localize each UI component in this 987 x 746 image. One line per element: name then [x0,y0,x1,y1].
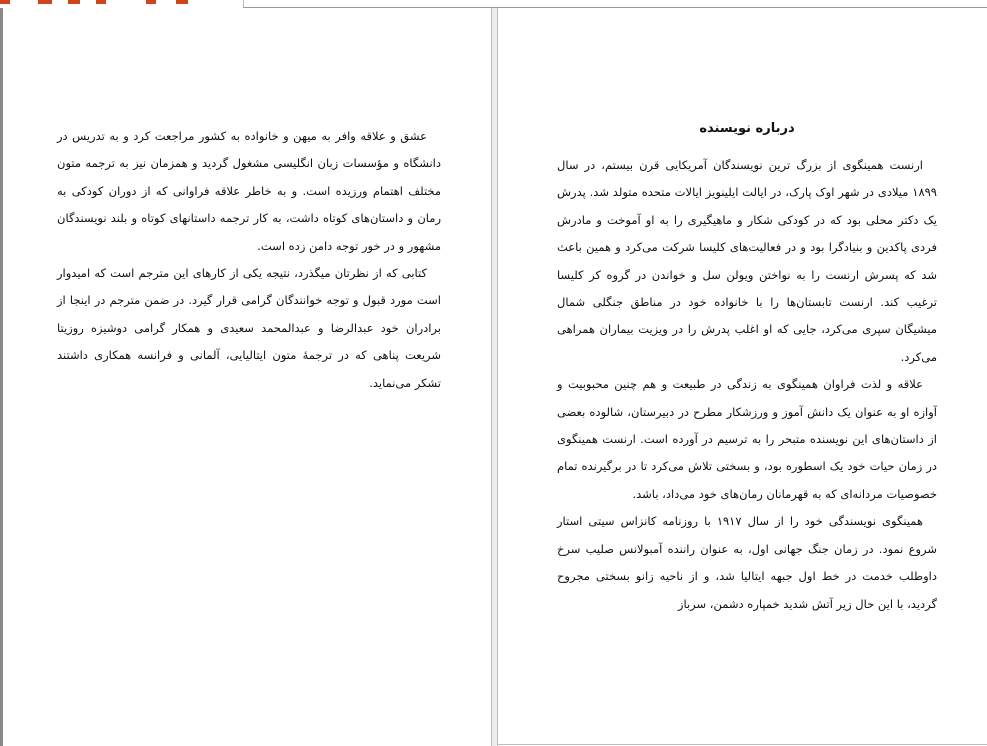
page-title: درباره نویسنده [699,121,795,136]
page-gutter [491,8,498,746]
paragraph: علاقه و لذت فراوان همینگوی به زندگی در طبیعت و هم چنین محبوبیت و آوازه او به عنوان یک دانش آموز و ورزشکار مطرح در دبیرستان، شالوده بعضی از داستان‌های این نویسنده متبحر را به ترسیم در آورده است. ارنست همینگوی در زمان حیات خود یک اسطوره بود، و بسختی تلاش می‌کرد تا در برگیرنده تمام خصوصیات مردانه‌ای که به قهرمانان رمان‌های خود می‌داد، باشد. [557,377,937,501]
right-page [498,9,987,746]
tab-accent [146,0,156,4]
left-page-body [57,123,441,397]
paragraph: همینگوی نویسندگی خود را از سال ۱۹۱۷ با روزنامه کانزاس سیتی استار شروع نمود. در زمان جنگ جهانی اول، به عنوان راننده آمبولانس صلیب سرخ داوطلب خدمت در خط اول جبهه ایتالیا شد، و از ناحیه زانو بسختی مجروح گردید، با این حال زیر آتش شدید خمپاره دشمن، سرباز [557,514,937,611]
toolbar-divider [243,7,987,8]
tab-accent [0,0,10,4]
left-page [4,9,491,746]
tab-accent [68,0,80,4]
tab-accent [96,0,106,4]
page-bottom-edge [498,744,987,745]
tab-accent [176,0,188,4]
paragraph: کتابی که از نظرتان میگذرد، نتیجه یکی از کارهای این مترجم است که امیدوار است مورد قبول و توجه خوانندگان گرامی قرار گیرد. در ضمن مترجم در اینجا از برادران خود عبدالرضا و عبدالمحمد سعیدی و همکار گرامی دوشیزه روزیتا شریعت پناهی که در ترجمهٔ متون ایتالیایی، آلمانی و فرانسه همکاری داشتند تشکر می‌نماید. [57,266,441,390]
scroll-edge [0,8,3,746]
right-page-body [557,152,937,618]
tab-accent [38,0,52,4]
paragraph: عشق و علاقه وافر به میهن و خانواده به کشور مراجعت کرد و به تدریس در دانشگاه و مؤسسات زبان انگلیسی مشغول گردید و همزمان نیز به ترجمه متون مختلف اهتمام ورزیده است. و به خاطر علاقه فراوانی که از دوران کودکی به رمان و داستان‌های کوتاه داشت، به کار ترجمه داستانهای کوتاه و بلند نویسندگان مشهور و در خور توجه دامن زده است. [57,129,441,253]
paragraph: ارنست همینگوی از بزرگ ترین نویسندگان آمریکایی قرن بیستم، در سال ۱۸۹۹ میلادی در شهر اوک پارک، در ایالت ایلینویز ایالات متحده متولد شد. پدرش یک دکتر محلی بود که در کودکی شکار و ماهیگیری را به او آموخت و مادرش فردی پاکدین و بنیادگرا بود و در فعالیت‌های کلیسا شرکت می‌کرد و همین باعث شد که پسرش ارنست را به نواختن ویولن سل و خواندن در گروه کر کلیسا ترغیب کند. ارنست تابستان‌ها را با خانواده خود در مناطق جنگلی شمال میشیگان سپری می‌کرد، جایی که او اغلب پدرش را در ویزیت بیماران همراهی می‌کرد. [557,158,937,364]
document-tab[interactable] [0,0,244,7]
